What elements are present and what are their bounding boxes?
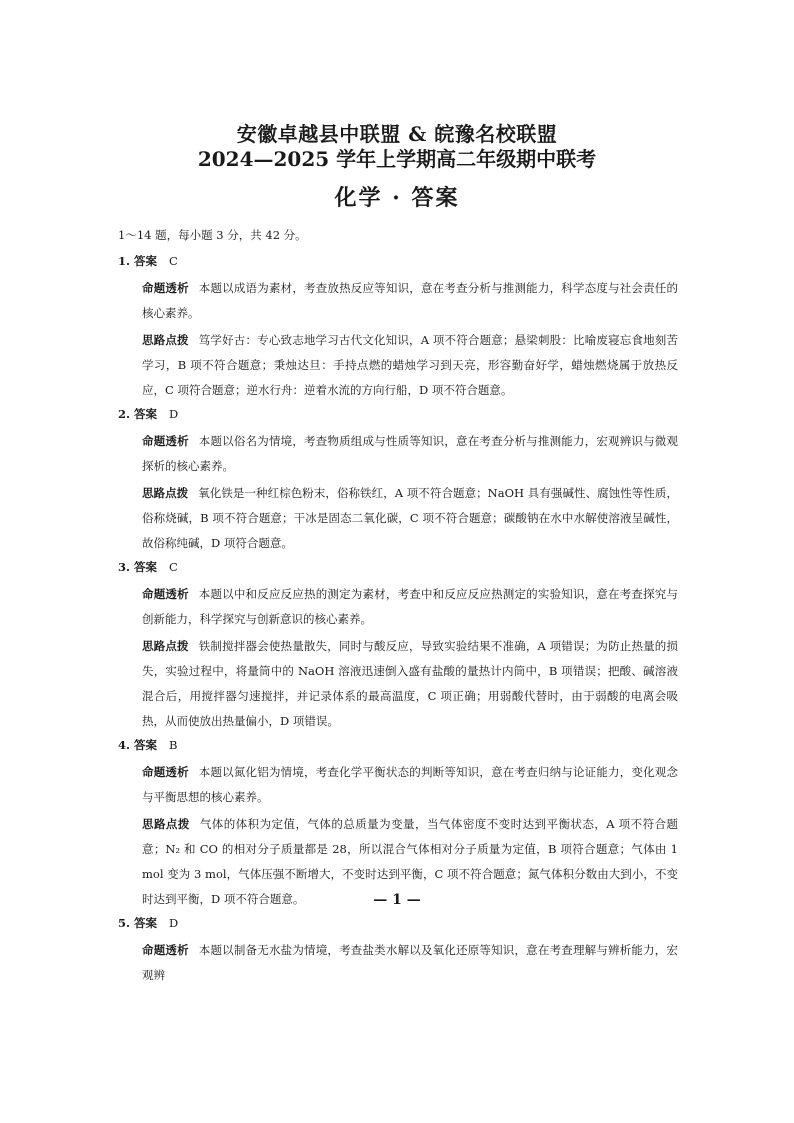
explanation-paragraph [142, 938, 678, 988]
answer-choice: D [169, 916, 179, 930]
answer-line [118, 252, 678, 270]
explanation-label: 思路点拨 [142, 333, 189, 347]
answer-label: 4. 答案 [118, 738, 158, 752]
explanation-label: 命题透析 [142, 765, 189, 779]
explanation-paragraph [142, 582, 678, 632]
explanation-text: 本题以成语为素材，考查放热反应等知识，意在考查分析与推测能力，科学态度与社会责任的核心素养。 [142, 281, 679, 320]
answer-line [118, 736, 678, 754]
alliance-title: 安徽卓越县中联盟 & 皖豫名校联盟 [236, 122, 558, 146]
answer-content [118, 226, 678, 990]
explanation-label: 命题透析 [142, 943, 189, 957]
answer-choice: C [169, 560, 178, 574]
explanation-label: 思路点拨 [142, 817, 190, 831]
exam-title: 2024—2025 学年上学期高二年级期中联考 [197, 147, 597, 171]
question-item [118, 405, 678, 556]
explanation-text: 本题以制备无水盐为情境，考查盐类水解以及氧化还原等知识，意在考查理解与辨析能力，宏观辨 [142, 943, 679, 982]
explanation-paragraph [142, 481, 678, 556]
explanation-paragraph [142, 634, 678, 734]
question-item [118, 558, 678, 734]
answer-label: 3. 答案 [118, 560, 158, 574]
explanation-label: 命题透析 [142, 281, 189, 295]
explanation-label: 思路点拨 [142, 639, 189, 653]
subject-title: 化学 · 答案 [334, 185, 460, 211]
question-item [118, 736, 678, 912]
explanation-paragraph [142, 276, 678, 326]
explanation-paragraph [142, 429, 678, 479]
explanation-text: 铁制搅拌器会使热量散失，同时与酸反应，导致实验结果不准确，A 项错误；为防止热量的损失，实验过程中，将量筒中的 NaOH 溶液迅速倒入盛有盐酸的量热计内筒中，B 项错误；把酸、碱溶液混合后，用搅拌器匀速搅拌，并记录体系的最高温度，C 项正确；用弱酸代替时，由于弱酸的电离会吸热，从而使放出热量偏小，D 项错误。 [142, 639, 678, 728]
explanation-text: 氧化铁是一种红棕色粉末，俗称铁红，A 项不符合题意；NaOH 具有强碱性、腐蚀性等性质，俗称烧碱，B 项不符合题意；干冰是固态二氧化碳，C 项不符合题意；碳酸钠在水中水解使溶液呈碱性，故俗称纯碱，D 项符合题意。 [142, 486, 678, 550]
answer-choice: C [169, 254, 178, 268]
answer-label: 1. 答案 [118, 254, 158, 268]
explanation-text: 本题以俗名为情境，考查物质组成与性质等知识，意在考查分析与推测能力，宏观辨识与微观探析的核心素养。 [142, 434, 679, 473]
answer-label: 2. 答案 [118, 407, 158, 421]
question-list [118, 252, 678, 988]
page-number: — 1 — [373, 892, 421, 908]
explanation-label: 命题透析 [142, 434, 189, 448]
answer-line [118, 558, 678, 576]
explanation-text: 本题以中和反应反应热的测定为素材，考查中和反应反应热测定的实验知识，意在考查探究与创新能力，科学探究与创新意识的核心素养。 [142, 587, 679, 626]
explanation-label: 思路点拨 [142, 486, 189, 500]
explanation-label: 命题透析 [142, 587, 189, 601]
explanation-paragraph [142, 328, 678, 403]
answer-choice: B [169, 738, 178, 752]
answer-choice: D [169, 407, 179, 421]
question-item [118, 252, 678, 403]
question-item [118, 914, 678, 988]
section-intro: 1～14 题，每小题 3 分，共 42 分。 [118, 228, 307, 242]
document-header [0, 122, 794, 213]
answer-line [118, 405, 678, 423]
explanation-text: 本题以氮化铝为情境，考查化学平衡状态的判断等知识，意在考查归纳与论证能力，变化观念与平衡思想的核心素养。 [142, 765, 679, 804]
answer-label: 5. 答案 [118, 916, 158, 930]
explanation-text: 笃学好古：专心致志地学习古代文化知识，A 项不符合题意；悬梁刺股：比喻废寝忘食地刻苦学习，B 项不符合题意；秉烛达旦：手持点燃的蜡烛学习到天亮，形容勤奋好学，蜡烛燃烧属于放热反应，C 项符合题意；逆水行舟：逆着水流的方向行船，D 项不符合题意。 [142, 333, 678, 397]
explanation-text: 气体的体积为定值，气体的总质量为变量，当气体密度不变时达到平衡状态，A 项不符合题意；N₂ 和 CO 的相对分子质量都是 28，所以混合气体相对分子质量为定值，B 项符合题意；气体由 1 mol 变为 3 mol，气体压强不断增大，不变时达到平衡，C 项不符合题意；氮气体积分数由大到小，不变时达到平衡，D 项不符合题意。 [142, 817, 678, 906]
explanation-paragraph [142, 760, 678, 810]
answer-line [118, 914, 678, 932]
